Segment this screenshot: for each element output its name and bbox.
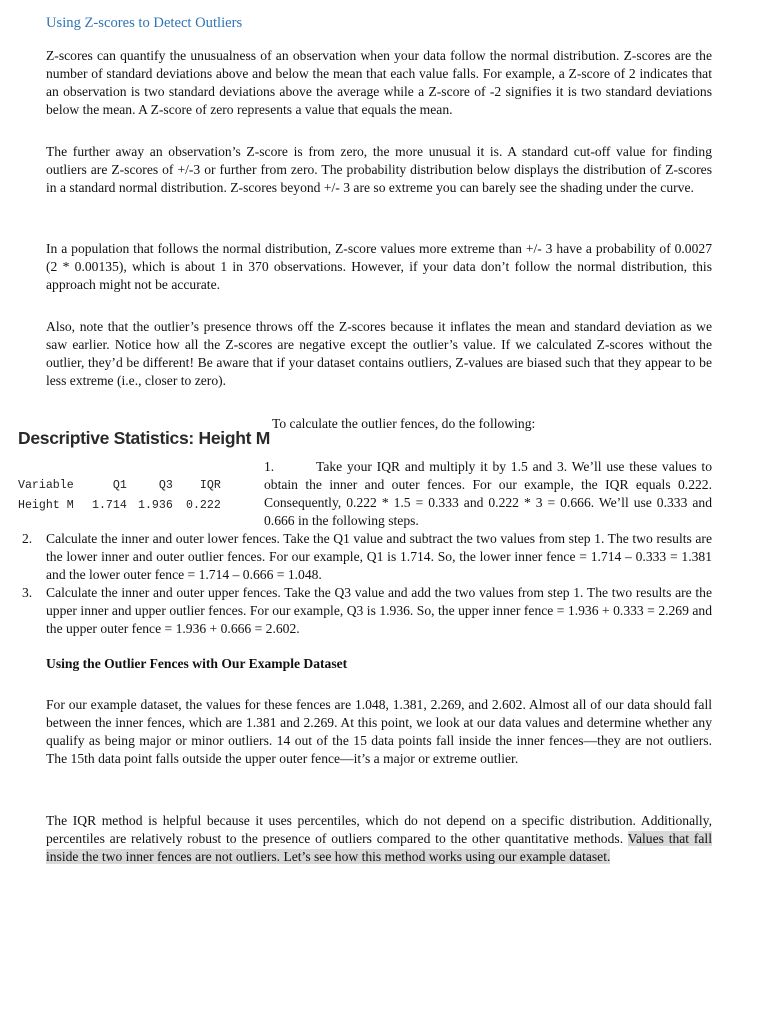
- step-text: Take your IQR and multiply it by 1.5 and 3. We’ll use these values to obtain the inner and outer fences. For our example, the IQR equals 0.222. Consequently, 0.222 * 1.5 = 0.333 and 0.222 * 3 = 0.666. We’ll use 0.333 and 0.666 in the following steps.: [264, 459, 712, 528]
- step-text: Calculate the inner and outer upper fences. Take the Q3 value and add the two values from step 1. The two results are the upper inner and upper outlier fences. For our example, Q3 is 1.936. So, the upper inner fence = 1.936 + 0.333 = 2.269 and the upper outer fence = 1.936 + 0.666 = 2.602.: [46, 585, 712, 636]
- step-number: 1.: [264, 459, 275, 474]
- stats-cell-q3: 1.936: [138, 498, 173, 512]
- stats-cell-variable: Height M: [18, 498, 74, 512]
- descriptive-stats-table: [18, 475, 221, 515]
- stats-header-q3: Q3: [158, 478, 173, 492]
- stats-header-iqr: IQR: [199, 478, 221, 492]
- step-2: [22, 530, 712, 584]
- stats-header-row: [18, 475, 221, 495]
- paragraph-outlier-presence: Also, note that the outlier’s presence throws off the Z-scores because it inflates the mean and standard deviation as we saw earlier. Notice how all the Z-scores are negative except the outlier’s value. If we calculated Z-scores without the outlier, they’d be different! Be aware that if your dataset contains outliers, Z-values are biased such that they appear to be less extreme (i.e., closer to zero).: [46, 319, 712, 388]
- fences-intro-text: To calculate the outlier fences, do the following:: [272, 416, 536, 431]
- paragraph-text: The IQR method is helpful because it uses percentiles, which do not depend on a specific distribution. Additionally, percentiles are relatively robust to the presence of outliers compared to the other quantitative methods.: [46, 813, 712, 846]
- step-text: Calculate the inner and outer lower fences. Take the Q1 value and subtract the two values from step 1. The two results are the lower inner and outer outlier fences. For our example, Q1 is 1.714. So, the lower inner fence = 1.714 – 0.333 = 1.381 and the lower outer fence = 1.714 – 0.666 = 1.048.: [46, 531, 712, 582]
- paragraph-iqr-method: [46, 812, 712, 866]
- highlighted-text: Values that fall inside the two inner fences are not outliers. Let’s see how this method works using our example dataset.: [46, 831, 712, 864]
- stats-header-q1: Q1: [112, 478, 127, 492]
- paragraph-zscore-cutoff: The further away an observation’s Z-score is from zero, the more unusual it is. A standard cut-off value for finding outliers are Z-scores of +/-3 or further from zero. The probability distribution below displays the distribution of Z-scores in a standard normal distribution. Z-scores beyond +/- 3 are so extreme you can barely see the shading under the curve.: [46, 144, 712, 195]
- stats-cell-iqr: 0.222: [186, 498, 221, 512]
- stats-cell-q1: 1.714: [92, 498, 127, 512]
- descriptive-stats-title: Descriptive Statistics: Height M: [18, 428, 270, 448]
- stats-data-row: [18, 495, 221, 515]
- step-1: [264, 458, 712, 530]
- paragraph-fence-values: For our example dataset, the values for these fences are 1.048, 1.381, 2.269, and 2.602. Almost all of our data should fall between the inner fences, which are 1.381 and 2.269. At this point, we look at our data values and determine whether any qualify as being major or minor outliers. 14 out of the 15 data points fall inside the inner fences—they are not outliers. The 15th data point falls outside the upper outer fence—it’s a major or extreme outlier.: [46, 697, 712, 766]
- step-number: 3.: [22, 585, 33, 600]
- section-heading: Using Z-scores to Detect Outliers: [46, 15, 243, 31]
- paragraph-zscore-intro: Z-scores can quantify the unusualness of an observation when your data follow the normal distribution. Z-scores are the number of standard deviations above and below the mean that each value falls. For example, a Z-score of 2 indicates that an observation is two standard deviations above the average while a Z-score of -2 signifies it is two standard deviations below the mean. A Z-score of zero represents a value that equals the mean.: [46, 48, 712, 117]
- step-3: [22, 584, 712, 638]
- paragraph-zscore-probability: In a population that follows the normal distribution, Z-score values more extreme than +/- 3 have a probability of 0.0027 (2 * 0.00135), which is about 1 in 370 observations. However, if your data don’t follow the normal distribution, this approach might not be accurate.: [46, 241, 712, 292]
- sub-heading: Using the Outlier Fences with Our Example Dataset: [46, 656, 348, 671]
- step-number: 2.: [22, 531, 33, 546]
- stats-header-variable: Variable: [18, 478, 74, 492]
